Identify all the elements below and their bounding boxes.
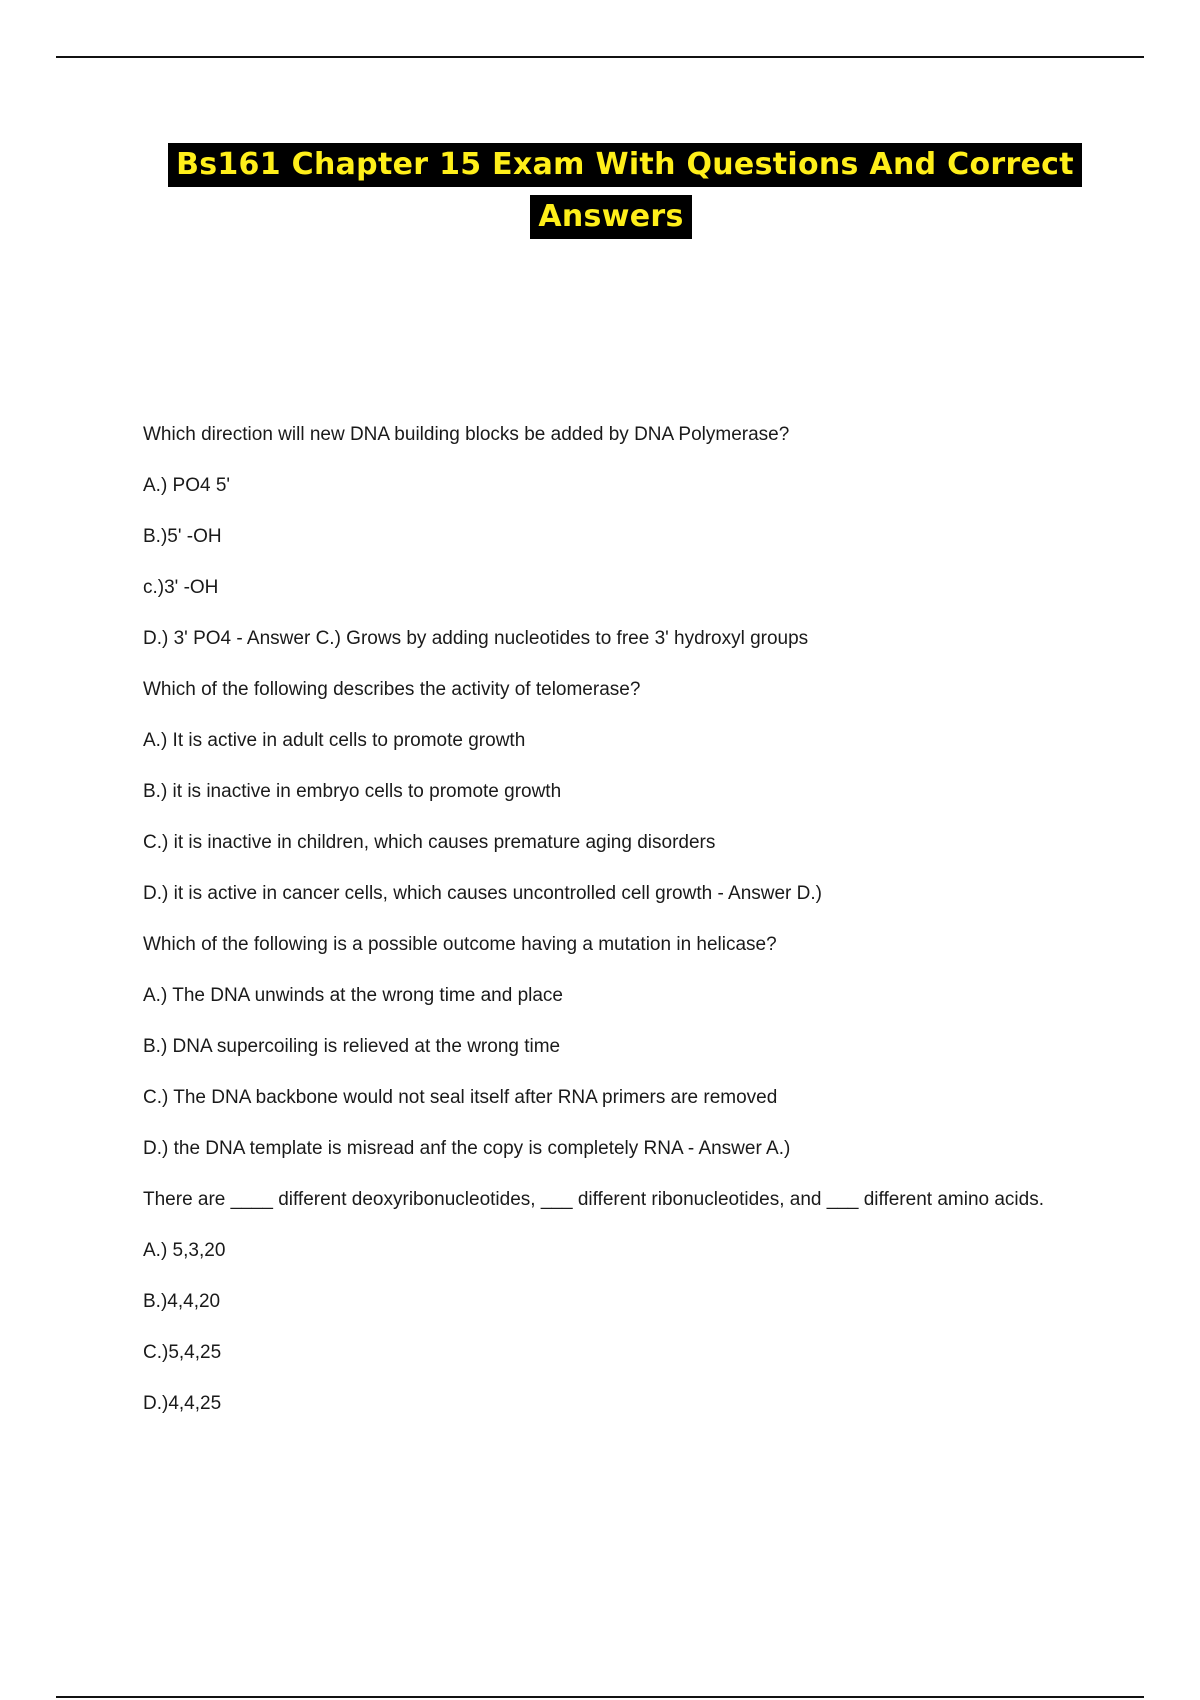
answer-option: B.) DNA supercoiling is relieved at the wrong time — [143, 1036, 561, 1057]
question-prompt: Which direction will new DNA building blocks be added by DNA Polymerase? — [143, 424, 790, 445]
answer-option: A.) PO4 5' — [143, 475, 231, 496]
answer-option: D.) it is active in cancer cells, which causes uncontrolled cell growth - Answer D.) — [143, 883, 822, 904]
footer-rule — [56, 1696, 1144, 1698]
answer-option: A.) The DNA unwinds at the wrong time and place — [143, 985, 563, 1006]
document-title — [0, 143, 1200, 239]
answer-option: c.)3' -OH — [143, 577, 219, 598]
title-line-2: Answers — [530, 195, 691, 239]
answer-option: B.)4,4,20 — [143, 1291, 221, 1312]
answer-option: D.)4,4,25 — [143, 1393, 222, 1414]
answer-option: B.)5' -OH — [143, 526, 222, 547]
answer-option: A.) It is active in adult cells to promote growth — [143, 730, 526, 751]
answer-option: D.) 3' PO4 - Answer C.) Grows by adding nucleotides to free 3' hydroxyl groups — [143, 628, 809, 649]
header-rule — [56, 56, 1144, 58]
answer-option: D.) the DNA template is misread anf the copy is completely RNA - Answer A.) — [143, 1138, 791, 1159]
title-line-1: Bs161 Chapter 15 Exam With Questions And Correct — [168, 143, 1082, 187]
answer-option: A.) 5,3,20 — [143, 1240, 226, 1261]
answer-option: C.) The DNA backbone would not seal itself after RNA primers are removed — [143, 1087, 778, 1108]
question-list — [143, 420, 1083, 1440]
question-prompt: Which of the following describes the activity of telomerase? — [143, 679, 641, 700]
question-prompt: There are ____ different deoxyribonucleotides, ___ different ribonucleotides, and ___ different amino acids. — [143, 1189, 1044, 1210]
answer-option: C.) it is inactive in children, which causes premature aging disorders — [143, 832, 716, 853]
answer-option: C.)5,4,25 — [143, 1342, 222, 1363]
answer-option: B.) it is inactive in embryo cells to promote growth — [143, 781, 562, 802]
question-prompt: Which of the following is a possible outcome having a mutation in helicase? — [143, 934, 777, 955]
